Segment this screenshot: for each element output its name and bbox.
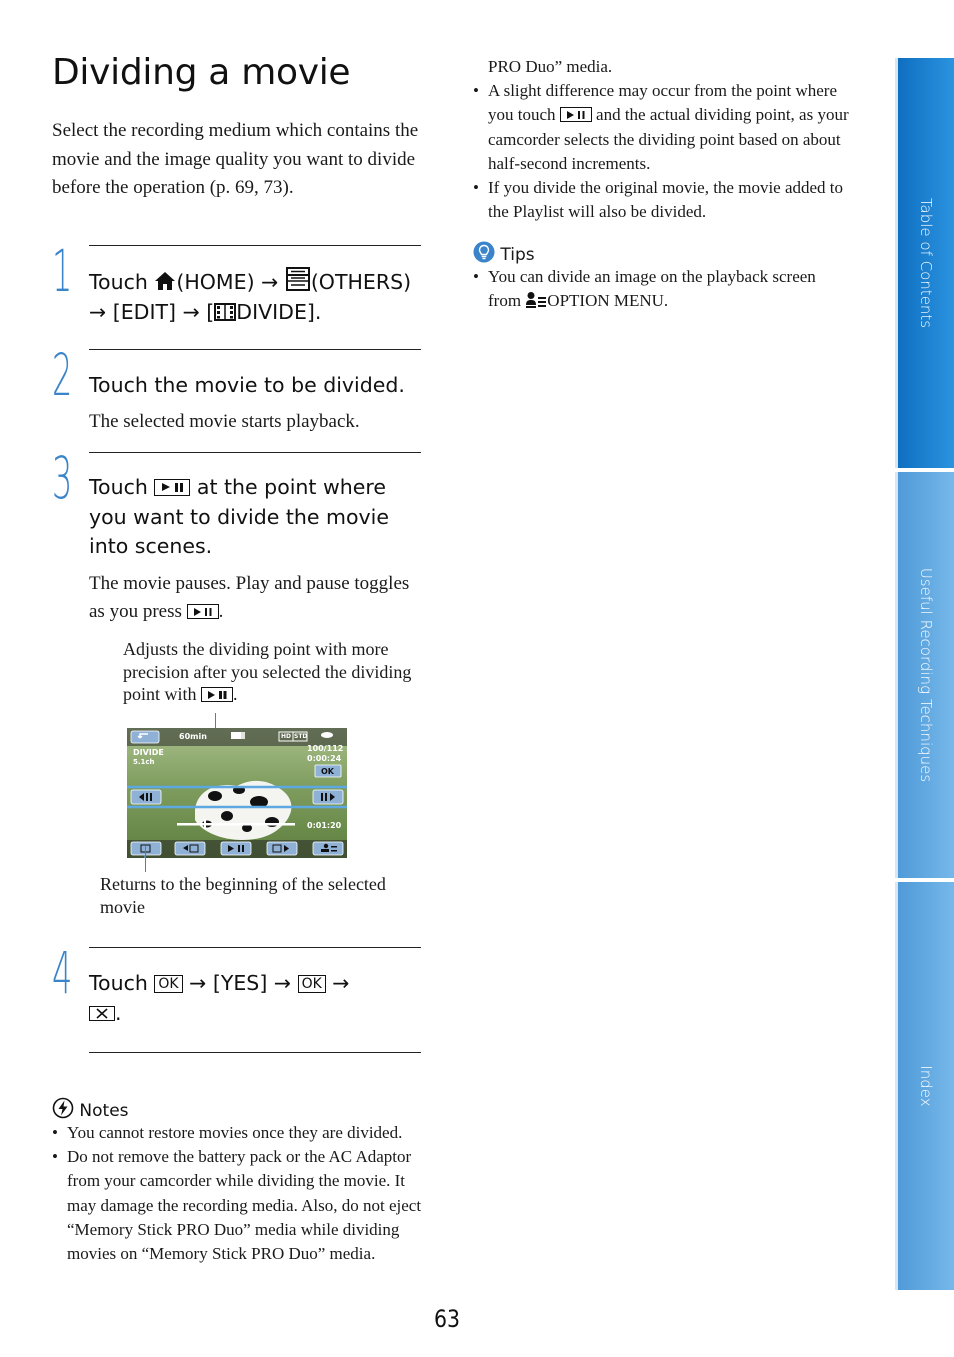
ok-button-icon: OK [154,975,182,993]
option-menu-icon [525,291,547,309]
tips-heading [473,241,535,265]
play-pause-icon [560,107,592,122]
step-4-touch: Touch [89,971,148,995]
list-item: • Do not remove the battery pack or the AC Adaptor from your camcorder while dividing the movie. It may damage the recording media. Also, do not eject “Memory Stick PRO Duo” media while dividing movies on “Memory Stick PRO Duo” media. [52,1145,424,1266]
divide-bracket: [ [206,299,215,324]
notes-icon [52,1097,74,1119]
screen-remaining: 60min [179,732,207,741]
step-number-2: 2 [52,341,73,409]
list-item [473,265,853,313]
callout-fine-adjust [123,638,423,706]
arrow-icon: → [89,299,107,324]
step-3-heading [89,473,425,562]
divide-label: DIVIDE]. [236,299,322,324]
tip-text: You can divide an image on the playback screen from [488,267,816,311]
tab-index[interactable] [895,882,954,1290]
screen-ok-button: OK [321,767,334,776]
film-icon [214,302,236,322]
callout-fine-adjust-end: . [233,684,238,704]
lightbulb-icon [473,241,495,263]
step-number-3: 3 [52,444,73,512]
others-label: (OTHERS) [310,270,412,294]
step-1-touch: Touch [89,270,148,294]
step-number-4: 4 [52,939,73,1007]
home-label: (HOME) [176,270,255,294]
step-1-heading [89,266,425,327]
page-title: Dividing a movie [52,52,351,93]
side-navigation [895,58,954,1290]
intro-paragraph: Select the recording medium which contains the movie and the image quality you want to divide before the operation (p. 69, 73). [52,120,419,198]
ok-button-icon: OK [298,975,326,993]
list-item [473,79,853,176]
notes-list-continued [473,55,853,224]
step-3-touch: Touch [89,475,148,499]
screen-quality-std: STD [294,733,308,740]
others-icon [285,266,311,292]
arrow-icon: → [261,270,279,294]
step-4-heading [89,969,425,1028]
arrow-icon: → [189,971,207,995]
note-2-text-rest: and the actual dividing point, as your camcorder selects the dividing point based on about half-second increments. [488,105,849,173]
arrow-icon: → [182,299,200,324]
step-divider [89,245,421,246]
step-2-heading: Touch the movie to be divided. [89,373,405,397]
step-3-heading-rest: at the point where you want to divide the movie into scenes. [89,475,389,558]
notes-heading-text: Notes [79,1101,129,1121]
tab-label: Useful Recording Techniques [917,567,935,783]
page-number: 63 [434,1305,460,1333]
screen-quality-hd: HD [281,733,292,740]
camcorder-screen [127,728,347,858]
tip-text-rest: OPTION MENU. [547,291,669,311]
play-pause-icon [187,604,219,619]
note-2-text: A slight difference may occur from the point where you touch [488,81,838,125]
callout-leader-line [145,846,146,872]
tab-useful-recording-techniques[interactable] [895,472,954,878]
play-pause-icon [201,687,233,702]
list-item: • You cannot restore movies once they are divided. [52,1121,424,1145]
step-divider [89,452,421,453]
tips-list [473,265,853,313]
list-item: • If you divide the original movie, the movie added to the Playlist will also be divided. [473,176,853,224]
screen-mode: DIVIDE [133,748,164,757]
home-icon [154,270,176,292]
step-3-body-text: The movie pauses. Play and pause toggles as you press [89,573,410,622]
tab-table-of-contents[interactable] [895,58,954,468]
step-divider [89,349,421,350]
screen-counter: 100/112 [307,744,344,753]
step-2-body: The selected movie starts playback. [89,411,360,432]
close-icon [89,1006,115,1021]
yes-label: [YES] [212,971,268,995]
edit-label: [EDIT] [112,299,177,324]
screen-time-bottom: 0:01:20 [307,821,342,830]
tab-label: Index [917,1065,935,1107]
notes-heading [52,1097,129,1121]
play-pause-icon [154,479,190,496]
arrow-icon: → [273,971,292,995]
step-divider [89,947,421,948]
step-3-body [89,570,425,626]
tips-heading-text: Tips [500,245,535,265]
notes-continuation: PRO Duo” media. [488,57,613,76]
step-divider [89,1052,421,1053]
tab-label: Table of Contents [917,197,935,329]
callout-return-beginning: Returns to the beginning of the selected movie [100,874,386,917]
screen-time-top: 0:00:24 [307,754,342,763]
arrow-icon: → [332,971,350,995]
callout-fine-adjust-text: Adjusts the dividing point with more precision after you selected the dividing point with [123,639,412,704]
step-4-end: . [115,1000,122,1025]
step-3-body-end: . [218,601,224,622]
screen-audio: 5.1ch [133,758,155,766]
step-number-1: 1 [52,237,73,305]
notes-list [52,1121,424,1266]
